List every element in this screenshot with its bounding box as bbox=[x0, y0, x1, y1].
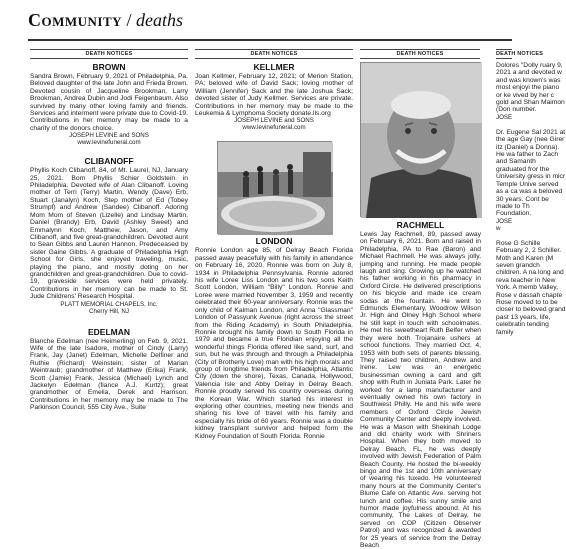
notice-text: Dolores "Dolly ruary 9, 2021 a and devoted w and was known's was most enjoyi the piano or ke vived by her c gold and Shan Maimon (Don number. bbox=[496, 62, 565, 114]
funeral-home: JOSE bbox=[496, 113, 513, 121]
funeral-home: JOSEPH LEVINE and SONS bbox=[69, 132, 149, 140]
notice-name: CLIBANOFF bbox=[84, 156, 134, 167]
notice-name: KELLMER bbox=[253, 62, 295, 72]
rachmell-photo bbox=[360, 62, 481, 217]
header-rule bbox=[28, 39, 512, 41]
column-label-3: DEATH NOTICES bbox=[360, 49, 480, 59]
notice-text: Blanche Edelman (nee Heimerling) on Feb. 9, 2021. Wife of the late Isadore, mother of Cindy (Larry) Frank, Jay (Janet) Edelman, Michelle Delfiner and Ruthie (Richard) Weinstein; sister of Marian Weintraub; grandmother of Matthew (Erika) Frank, Scott (Jamie) Frank, Jessica (Michael) Lynch and Jackelyn Edelman (fiance A.J. Kurtz); great grandmother of Emelia, Derek and Harrison. Contributions in her memory may be made to The Parkinson Council, 555 City Ave., Suite bbox=[30, 337, 188, 412]
notice-kellmer bbox=[195, 62, 353, 131]
notice-text: Ronnie London age 85, of Delray Beach Florida passed away peacefully with his family in attendance on February 16, 2020. Ronnie was born on July 8, 1934 in Philadelphia Pennsylvania. Ronnie adored his wife Loree Liss London and his two sons Keith Scott London, William "Billy" London. Ronnie and Loree were married November 3, 1959 and recently celebrated their 60-year anniversary. Ronnie was the only child of Kalman London, and Anna "Glassman" London of Passyunk Avenue (right across the street from the Riding Academy) in South Philadelphia. Ronnie brought his family down to South Florida in 1979 and became a true Floridian enjoying all the wonderful things Florida offered like sand, surf, and sun, but he was through and through a Philadelphia (City of Brotherly Love) man with his high morals and group of longtime friends from Philadelphia, Atlantic City (down the shore), Texas, Canada, Hollywood, Valencia Isle and Abby Delray in Delray Beach. Ronnie proudly served his country overseas during the Korean War. Which started his interest in exploring other countries, meeting new friends and sharing his love of travel with his family and especially his bride of 60 years. Ronnie was a double kidney transplant survivor and helped form the Kidney Foundation of South Florida. Ronnie bbox=[195, 247, 353, 440]
funeral-home: JOSEPH LEVINE and SONS bbox=[234, 117, 314, 125]
notice-name: LONDON bbox=[255, 236, 293, 247]
column-4 bbox=[496, 62, 566, 512]
boat-race-photo bbox=[218, 142, 333, 235]
funeral-home-url: www.levinefuneral.com bbox=[242, 124, 306, 132]
notice-text: Sandra Brown, February 9, 2021 of Philadelphia, Pa. Beloved daughter of the late John and Frieda Brown. Devoted cousin of Jacqueline Brookman, Larry Brookman, Andrea Dubin and Jodi Feigenbaum. Also survived by many other loving family and friends. Services and interment were private due to Covid-19. Contributions in her memory may be made to a charity of the donors choice. bbox=[30, 73, 188, 132]
london-photo bbox=[217, 141, 332, 234]
funeral-home: PLATT MEMORIAL CHAPELS, Inc. bbox=[60, 300, 158, 308]
column-2 bbox=[195, 62, 353, 512]
column-3 bbox=[360, 62, 481, 549]
notice-text: Phyllis Koch Clibanoff, 84, of Mt. Laurel, NJ, January 25, 2021. Born Phyllis Schier Goldstein in Philadelphia. Devoted wife of Alan Clibanoff. Loving mother of Terri (Terry) Martin, Wendy (Dave) Erb, Stuart (Janalyn) Koch, Step mother of Ed (Tobey Strumpf) and Andrew (Sandee) Clibanoff. Adoring Mom Mom of Steven (Lizelle) and Lindsay Martin, Daniel (Brandy) Erb, David (Ashley Sweet) and Emmalynn Koch, Matthew, Jason, and Amy Clibanoff, and five great-grandchildren. Devoted aunt to Sean Gibbs and Lauren Hannon. Predeceased by sister Gaine Gibbs. A graduate of Philadelphia High School for Girls, she enjoyed traveling, music, playing the piano, and mostly doting on her grandchildren and great-grandchildren. Due to covid-19, graveside services were held privately. Contributions in her memory can be made to St. Jude Childrens' Research Hospital. bbox=[30, 167, 188, 301]
column-label-4: DEATH NOTICES bbox=[496, 51, 544, 57]
page-header bbox=[28, 10, 183, 34]
funeral-home-location: Cherry Hill, NJ bbox=[89, 307, 129, 315]
notice-clibanoff bbox=[30, 156, 188, 314]
funeral-home-url: w bbox=[496, 224, 501, 232]
notice-edelman bbox=[30, 327, 188, 412]
notice-text: Lewis Jay Rachmell, 89, passed away on February 6, 2021. Born and raised in Philadelphia, PA to Rae (Baron) and Michael Rachmell. He was always jolly, jumping and running. He made people laugh and sing. Growing up he watched his father working in his pharmacy in Oxford Circle. He delivered prescriptions on his bicycle and made ice cream sodas at the fountain. He went to Edmunds Elementary, Woodrow Wilson Jr. High and Olney High School where he still kept in touch with schoolmates. He met his sweetheart Ruth Belfer when they were both Trojanaire ushers at school functions. They married Oct. 4, 1953 with both sets of parents blessing. They raised two children, Andrew and Irene. Lew was an energetic businessman owning a card and gift shop with Ruth in Juniata Park. Later he worked for a lamp manufacturer and eventually owned his own factory in Southwest Philly. He and his wife were members of Oxford Circle Jewish Community Center and deeply involved. He was a Mason with Shekinah Lodge and did charity work with Shriners Hospital. When they both moved to Delray Beach, FL, he was deeply involved with Jewish Federation of Palm Beach County. He hosted the bi-weekly bingo and the 1st and 10th anniversary of wearing his tuxedo. He volunteered many hours at the Community Center's Blume Cafe on Atlantic Ave. serving hot lunch and coffee. His sunny smile and humor made joyfulness abound. At his community, The Lakes of Delray, he served on COP (Citizen Observer Patrol) and was recognized & awarded for 25 years of service from the Delray Beach bbox=[360, 231, 481, 549]
column-label-1: DEATH NOTICES bbox=[30, 49, 188, 59]
portrait-photo bbox=[361, 63, 482, 218]
notice-brown bbox=[30, 62, 188, 146]
section-subtitle: deaths bbox=[135, 10, 183, 30]
notice-london bbox=[195, 236, 353, 440]
notice-text: Rose G Schille February 2, 2 Schiller. Moth and Karen (M seven grandch children. A na long and reva teacher in New York. A memb Valley, Rose v dassah chapte Rose moved to to be closer to beloved grand past 13 years, life, celebratin tending family bbox=[496, 239, 566, 336]
notice-name: BROWN bbox=[92, 62, 126, 72]
notice-name: RACHMELL bbox=[396, 220, 445, 230]
column-1 bbox=[30, 62, 188, 512]
notice-text: Dr. Eugene Sal 2021 at the age Gay (nee Girer itz (Daniel) a Donna). He wa father to Zach and Samanth graduated fror the University gress in micr Temple Unive served as a ca was a beloved 30 years. Cont be made to Th Foundation. bbox=[496, 128, 566, 218]
funeral-home-url: www.levinefuneral.com bbox=[77, 139, 141, 147]
column-label-2: DEATH NOTICES bbox=[195, 49, 353, 59]
notice-name: EDELMAN bbox=[87, 326, 131, 337]
section-title: Community bbox=[28, 10, 123, 30]
notice-text: Joan Kellmer, February 12, 2021; of Merion Station, PA; beloved wife of David Sack; loving mother of William (Jennifer) Sack and the late Joshua Sack; devoted sister of Judy Kellmer. Services are private. Contributions in her memory may be made to the Leukemia & Lymphoma Society donate.lls.org bbox=[195, 73, 353, 118]
funeral-home: JOSE bbox=[496, 217, 513, 225]
section-separator: / bbox=[126, 10, 132, 30]
notice-rachmell bbox=[360, 220, 481, 549]
